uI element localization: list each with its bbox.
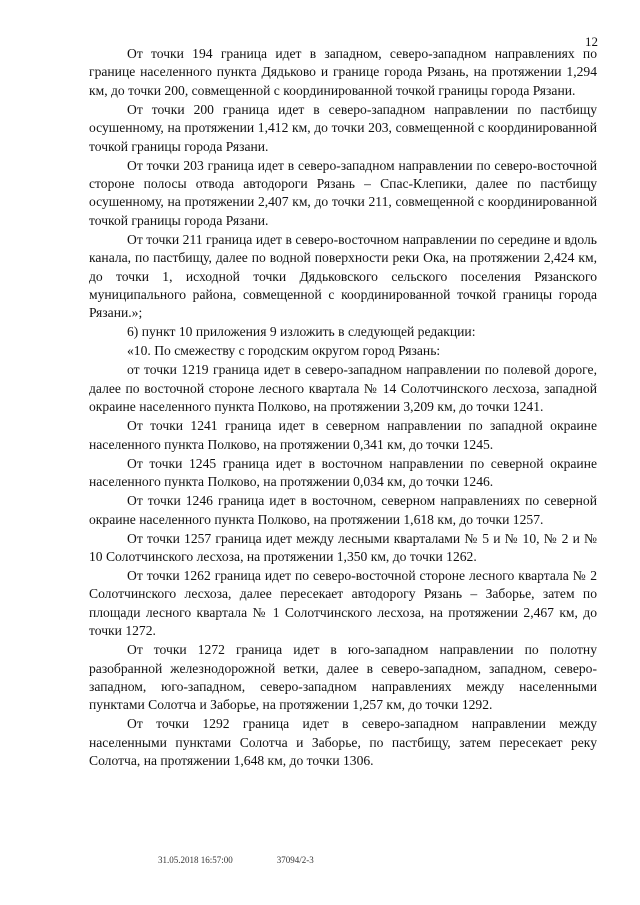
paragraph-point-203: От точки 203 граница идет в северо-западном направлении по северо-восточной стороне полосы отвода автодороги Рязань – Спас-Клепики, далее по пастбищу осушенному, на протяжении 2,407 км, до точки 211, совмещенной с координированной точкой границы города Рязани. <box>89 157 597 228</box>
paragraph-point-1246: От точки 1246 граница идет в восточном, северном направлениях по северной окраине населенного пункта Полково, на протяжении 1,618 км, до точки 1257. <box>89 493 597 527</box>
document-footer <box>158 855 314 865</box>
page-number: 12 <box>585 34 598 49</box>
document-body <box>89 45 597 771</box>
footer-datetime: 31.05.2018 16:57:00 <box>158 855 233 865</box>
paragraph-point-1241: От точки 1241 граница идет в северном направлении по западной окраине населенного пункта Полково, на протяжении 0,341 км, до точки 1245. <box>89 418 597 452</box>
paragraph-point-1245: От точки 1245 граница идет в восточном направлении по северной окраине населенного пункта Полково, на протяжении 0,034 км, до точки 1246. <box>89 455 597 490</box>
paragraph-point-200: От точки 200 граница идет в северо-западном направлении по пастбищу осушенному, на протяжении 1,412 км, до точки 203, совмещенной с координированной точкой границы города Рязани. <box>89 101 597 154</box>
paragraph-point-1292: От точки 1292 граница идет в северо-западном направлении между населенными пунктами Солотча и Заборье, по пастбищу, затем пересекает реку Солотча, на протяжении 1,648 км, до точки 1306. <box>89 716 597 769</box>
paragraph-point-1219: от точки 1219 граница идет в северо-западном направлении по полевой дороге, далее по восточной стороне лесного квартала № 14 Солотчинского лесхоза, западной окраине населенного пункта Полково, на протяжении 3,209 км, до точки 1241. <box>89 362 597 415</box>
paragraph-amendment-item-6: 6) пункт 10 приложения 9 изложить в следующей редакции: <box>127 324 476 340</box>
paragraph-point-1262: От точки 1262 граница идет по северо-восточной стороне лесного квартала № 2 Солотчинского лесхоза, далее пересекает автодорогу Рязань – Заборье, затем по площади лесного квартала № 1 Солотчинского лесхоза, на протяжении 2,467 км, до точки 1272. <box>89 567 597 639</box>
paragraph-point-1272: От точки 1272 граница идет в юго-западном направлении по полотну разобранной железнодорожной ветки, далее в северо-западном, западном, северо-западном, юго-западном, северо-западном направлениях между населенными пунктами Солотча и Заборье, на протяжении 1,257 км, до точки 1292. <box>89 642 597 713</box>
paragraph-section-10-heading: «10. По смежеству с городским округом город Рязань: <box>127 343 441 359</box>
paragraph-point-194: От точки 194 граница идет в западном, северо-западном направлениях по границе населенного пункта Дядьково и границе города Рязань, на протяжении 1,294 км, до точки 200, совмещенной с координированной точкой границы города Рязани. <box>89 46 597 98</box>
paragraph-point-211: От точки 211 граница идет в северо-восточном направлении по середине и вдоль канала, по пастбищу, далее по водной поверхности реки Ока, на протяжении 2,424 км, до точки 1, исходной точки Дядьковского сельского поселения Рязанского муниципального района, совмещенной с координированной точкой границы города Рязани.»; <box>89 231 597 321</box>
paragraph-point-1257: От точки 1257 граница идет между лесными кварталами № 5 и № 10, № 2 и № 10 Солотчинского лесхоза, на протяжении 1,350 км, до точки 1262. <box>89 530 597 564</box>
footer-doc-code: 37094/2-3 <box>276 855 314 865</box>
